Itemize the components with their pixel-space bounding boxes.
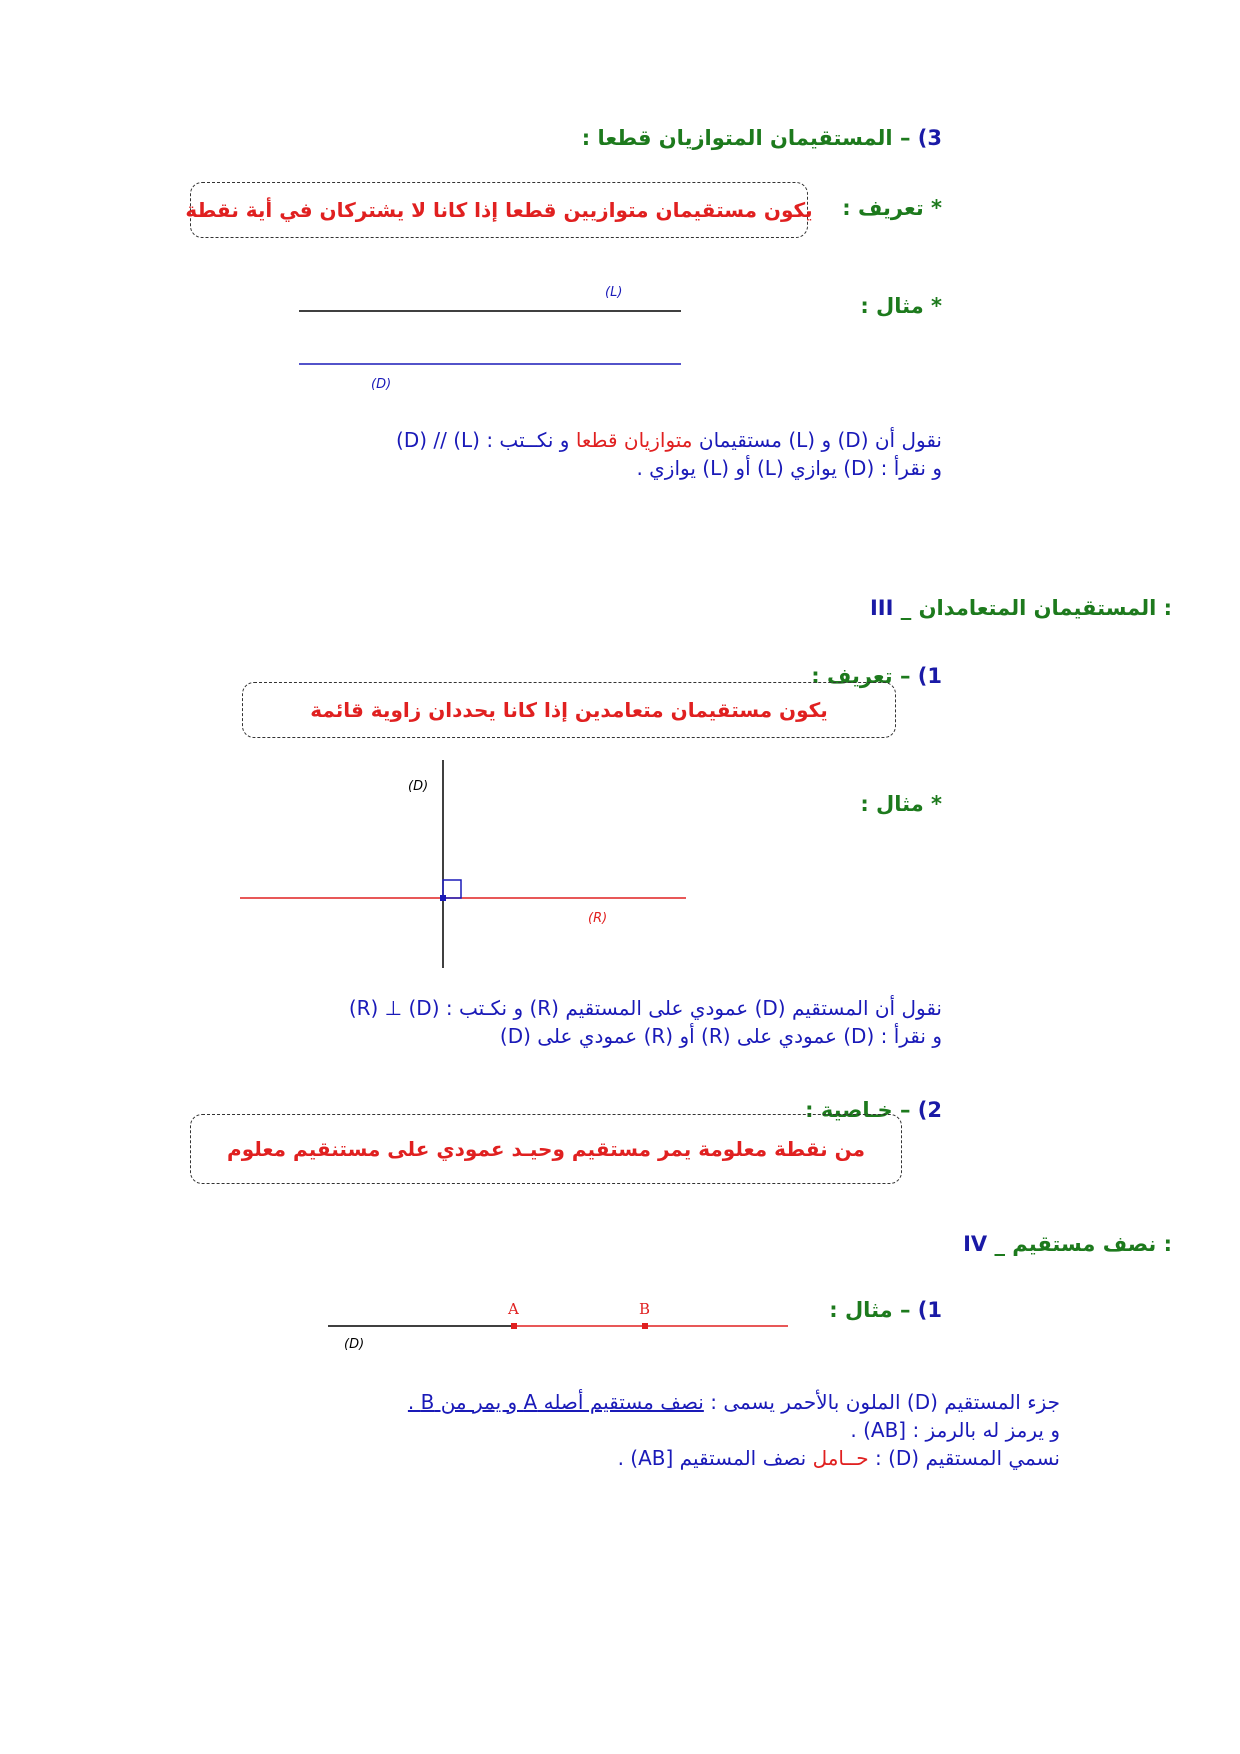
line-D-label: (D) bbox=[371, 377, 392, 392]
perpendicular-definition-text: يكون مستقيمان متعامدين إذا كانا يحددان زاوية قائمة bbox=[310, 698, 828, 722]
halfline-example-num: 1) bbox=[917, 1298, 942, 1322]
parallel-definition-box bbox=[185, 182, 813, 238]
parallel-example-label: * مثال : bbox=[860, 294, 942, 318]
parallel-statement-1a: نقول أن (D) و (L) مستقيمان bbox=[692, 428, 942, 452]
halfline-figure bbox=[326, 1296, 796, 1362]
perpendicular-figure bbox=[240, 760, 690, 970]
line-R-label: (R) bbox=[588, 911, 608, 926]
halfline-statement-3c: نصف المستقيم [AB) . bbox=[617, 1446, 813, 1470]
perpendicular-example-label: * مثال : bbox=[860, 792, 942, 816]
perpendicular-statement-2: و نقرأ : (D) عمودي على (R) أو (R) عمودي على (D) bbox=[499, 1024, 942, 1048]
parallel-definition-text: يكون مستقيمان متوازيين قطعا إذا كانا لا يشتركان في أية نقطة bbox=[185, 198, 813, 222]
parallel-heading-num: 3) bbox=[917, 126, 942, 150]
point-a-label: A bbox=[508, 1300, 519, 1318]
perpendicular-heading-text: _ المستقيمان المتعامدان : bbox=[900, 596, 1172, 620]
halfline-statement-1 bbox=[408, 1390, 1060, 1414]
line-D-label-halfline: (D) bbox=[344, 1337, 365, 1352]
parallel-heading bbox=[582, 126, 942, 150]
property-box bbox=[190, 1114, 902, 1184]
line-L-label: (L) bbox=[605, 285, 623, 300]
halfline-statement-3 bbox=[618, 1446, 1060, 1470]
halfline-example-label: – مثال : bbox=[829, 1298, 911, 1322]
property-label: – خـاصية : bbox=[805, 1098, 911, 1122]
halfline-heading bbox=[963, 1232, 1172, 1256]
halfline-heading-num: IV bbox=[963, 1232, 988, 1256]
halfline-statement-2: و يرمز له بالرمز : [AB) . bbox=[850, 1418, 1060, 1442]
perpendicular-definition-box bbox=[242, 682, 896, 738]
intersection-point bbox=[440, 895, 446, 901]
perpendicular-statement-1: نقول أن المستقيم (D) عمودي على المستقيم (R) و نكـتب : (D) ⊥ (R) bbox=[348, 996, 942, 1020]
point-b-label: B bbox=[639, 1300, 651, 1318]
parallel-statement-2: و نقرأ : (D) يوازي (L) أو (L) يوازي . bbox=[636, 456, 942, 480]
halfline-statement-3b: حــامل bbox=[812, 1446, 869, 1470]
perpendicular-definition-label: – تعريف : bbox=[811, 664, 911, 688]
property-num: 2) bbox=[917, 1098, 942, 1122]
line-D-vertical-label: (D) bbox=[408, 779, 429, 794]
halfline-heading-text: _ نصف مستقيم : bbox=[994, 1232, 1172, 1256]
parallel-statement-1c: و نكــتب : (L) // (D) bbox=[396, 428, 576, 452]
property-text: من نقطة معلومة يمر مستقيم وحيـد عمودي على مستنقيم معلوم bbox=[227, 1137, 865, 1161]
parallel-heading-text: – المستقيمان المتوازيان قطعا : bbox=[581, 126, 911, 150]
point-b-marker bbox=[642, 1323, 648, 1329]
perpendicular-heading-num: III bbox=[869, 596, 894, 620]
point-a-marker bbox=[511, 1323, 517, 1329]
parallel-statement-1b: متوازيان قطعا bbox=[575, 428, 693, 452]
parallel-statement-1 bbox=[396, 428, 942, 452]
halfline-statement-1b: نصف مستقيم أصله A و يمر من B . bbox=[407, 1390, 704, 1414]
parallel-definition-label: * تعريف : bbox=[842, 196, 942, 220]
halfline-example-heading bbox=[829, 1298, 942, 1322]
halfline-statement-1a: جزء المستقيم (D) الملون بالأحمر يسمى : bbox=[703, 1390, 1060, 1414]
halfline-statement-3a: نسمي المستقيم (D) : bbox=[868, 1446, 1060, 1470]
parallel-figure bbox=[295, 276, 685, 402]
perpendicular-definition-num: 1) bbox=[917, 664, 942, 688]
perpendicular-heading bbox=[870, 596, 1172, 620]
